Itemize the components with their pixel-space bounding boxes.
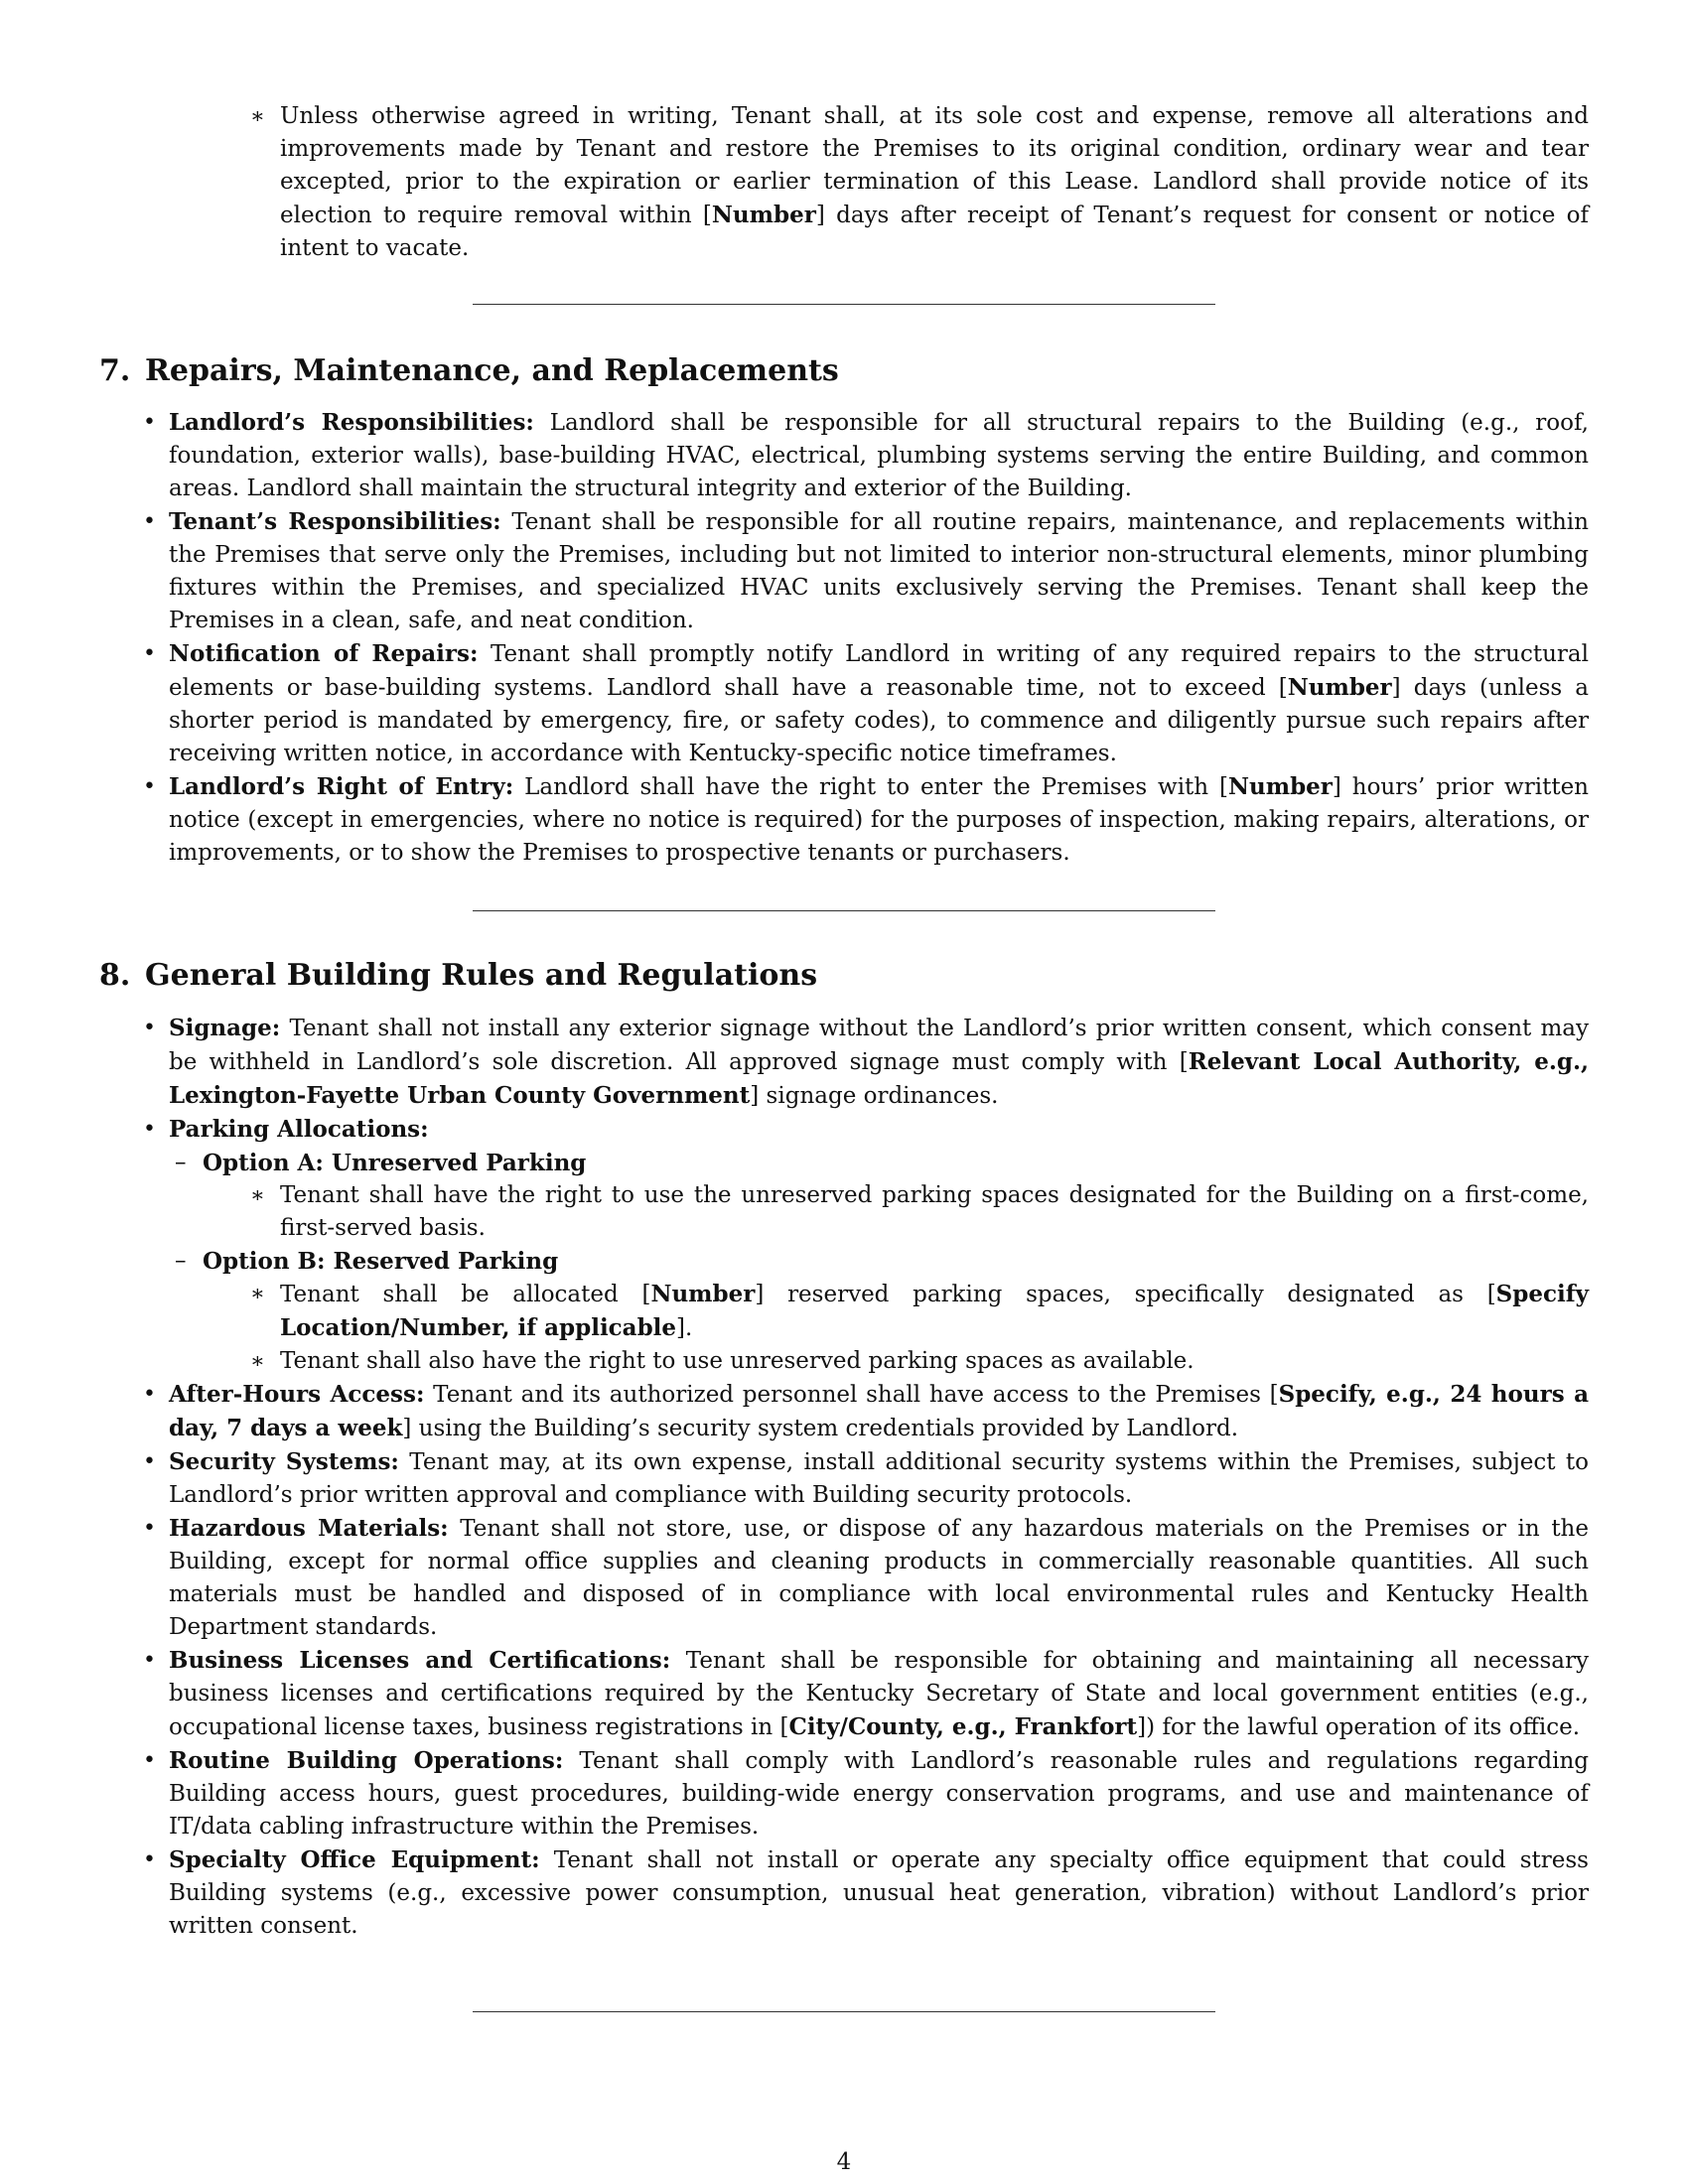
bullet-icon: • [143,1748,156,1773]
parking-option-b-item: ∗ Tenant shall be allocated [Number] reserved parking spaces, specifically designated as [Specify Location/Number, if applicable]. [280,1278,1589,1345]
item-label: Specialty Office Equipment: [169,1846,540,1873]
item-label: Parking Allocations: [169,1116,429,1143]
dash-bullet-icon: – [175,1248,187,1274]
item-label: Hazardous Materials: [169,1515,449,1542]
section-divider [473,910,1215,911]
asterisk-bullet-icon: ∗ [250,1282,265,1306]
placeholder-access-hours: Specify, e.g., 24 hours a day, 7 days a week [169,1381,1589,1441]
list-item: • Specialty Office Equipment: Tenant shall not install or operate any specialty office equipment that could stress Building systems (e.g., excessive power consumption, unusual heat generation, vibration) without Landlord’s prior written consent. [169,1843,1589,1943]
dash-bullet-icon: – [175,1150,187,1175]
list-item: • After-Hours Access: Tenant and its authorized personnel shall have access to the Premises [Specify, e.g., 24 hours a day, 7 days a week] using the Building’s security system credentials provided by Landlord. [169,1378,1589,1445]
item-label: Signage: [169,1015,281,1041]
item-label: Business Licenses and Certifications: [169,1647,671,1674]
placeholder-number: Number [1287,674,1392,701]
bullet-icon: • [143,1648,156,1673]
placeholder-number: Number [1227,773,1333,800]
section-divider [473,2011,1215,2012]
placeholder-location: Specify Location/Number, if applicable [280,1281,1589,1341]
removal-of-alterations-item [250,100,1589,265]
asterisk-bullet-icon: ∗ [250,104,265,129]
section-8-heading [99,956,817,996]
bullet-icon: • [143,1117,156,1142]
section-number: 7. [99,353,131,388]
parking-option-b-item: ∗ Tenant shall also have the right to use unreserved parking spaces as available. [280,1345,1589,1378]
placeholder-number: Number [711,202,816,228]
item-label: Routine Building Operations: [169,1747,564,1774]
removal-of-alterations-text: Unless otherwise agreed in writing, Tenant shall, at its sole cost and expense, remove all alterations and improvements made by Tenant and restore the Premises to its original condition, ordinary wear and tear excepted, prior to the expiration or earlier termination of this Lease. Landlord shall provide notice of its election to require removal within [Number] days after receipt of Tenant’s request for consent or notice of intent to vacate. [280,103,1589,261]
asterisk-bullet-icon: ∗ [250,1349,265,1374]
section-7-heading [99,351,839,391]
list-item: • Business Licenses and Certifications: Tenant shall be responsible for obtaining and maintaining all necessary business licenses and certifications required by the Kentucky Secretary of State and local government entities (e.g., occupational license taxes, business registrations in [City/County, e.g., Frankfort]) for the lawful operation of its office. [169,1644,1589,1744]
section-title-text: Repairs, Maintenance, and Replacements [145,353,839,388]
bullet-icon: • [143,410,156,435]
parking-option-b-heading: – Option B: Reserved Parking [203,1245,1589,1278]
list-item: • Tenant’s Responsibilities: Tenant shall be responsible for all routine repairs, maintenance, and replacements within the Premises that serve only the Premises, including but not limited to interior non-structural elements, minor plumbing fixtures within the Premises, and specialized HVAC units exclusively serving the Premises. Tenant shall keep the Premises in a clean, safe, and neat condition. [169,505,1589,637]
section-title-text: General Building Rules and Regulations [145,958,818,993]
list-item: • Routine Building Operations: Tenant shall comply with Landlord’s reasonable rules and regulations regarding Building access hours, guest procedures, building-wide energy conservation programs, and use and maintenance of IT/data cabling infrastructure within the Premises. [169,1744,1589,1843]
list-item: • Signage: Tenant shall not install any exterior signage without the Landlord’s prior written consent, which consent may be withheld in Landlord’s sole discretion. All approved signage must comply with [Relevant Local Authority, e.g., Lexington-Fayette Urban County Government] signage ordinances. [169,1012,1589,1113]
item-label: Notification of Repairs: [169,640,479,667]
section-7-list [143,406,1589,870]
placeholder-number: Number [650,1281,756,1307]
list-item-parking [143,1113,1589,1378]
bullet-icon: • [143,509,156,534]
bullet-icon: • [143,1016,156,1040]
parking-option-a-item: ∗ Tenant shall have the right to use the unreserved parking spaces designated for the Building on a first-come, first-served basis. [280,1179,1589,1245]
placeholder-local-authority: Relevant Local Authority, e.g., Lexington-Fayette Urban County Government [169,1048,1589,1109]
list-item: • Hazardous Materials: Tenant shall not store, use, or dispose of any hazardous materials on the Premises or in the Building, except for normal office supplies and cleaning products in commercially reasonable quantities. All such materials must be handled and disposed of in compliance with local environmental rules and Kentucky Health Department standards. [169,1512,1589,1644]
item-label: Security Systems: [169,1448,399,1475]
item-label: Landlord’s Right of Entry: [169,773,514,800]
section-divider [473,304,1215,305]
placeholder-city-county: City/County, e.g., Frankfort [788,1713,1138,1740]
bullet-icon: • [143,1449,156,1474]
asterisk-bullet-icon: ∗ [250,1183,265,1208]
list-item: • Security Systems: Tenant may, at its own expense, install additional security systems within the Premises, subject to Landlord’s prior written approval and compliance with Building security protocols. [169,1445,1589,1512]
section-number: 8. [99,958,131,993]
item-label: Tenant’s Responsibilities: [169,508,501,535]
bullet-icon: • [143,1516,156,1541]
parking-option-a-heading: – Option A: Unreserved Parking [203,1147,1589,1179]
list-item: • Landlord’s Right of Entry: Landlord shall have the right to enter the Premises with [Number] hours’ prior written notice (except in emergencies, where no notice is required) for the purposes of inspection, making repairs, alterations, or improvements, or to show the Premises to prospective tenants or purchasers. [169,770,1589,870]
section-8-list [143,1012,1590,1943]
bullet-icon: • [143,774,156,799]
list-item: • Landlord’s Responsibilities: Landlord shall be responsible for all structural repairs to the Building (e.g., roof, foundation, exterior walls), base-building HVAC, electrical, plumbing systems serving the entire Building, and common areas. Landlord shall maintain the structural integrity and exterior of the Building. [169,406,1589,505]
page-number: 4 [836,2149,852,2175]
item-label: Landlord’s Responsibilities: [169,409,534,436]
item-label: After-Hours Access: [169,1381,425,1408]
bullet-icon: • [143,641,156,666]
list-item: • Notification of Repairs: Tenant shall promptly notify Landlord in writing of any required repairs to the structural elements or base-building systems. Landlord shall have a reasonable time, not to exceed [Number] days (unless a shorter period is mandated by emergency, fire, or safety codes), to commence and diligently pursue such repairs after receiving written notice, in accordance with Kentucky-specific notice timeframes. [169,637,1589,770]
bullet-icon: • [143,1847,156,1872]
bullet-icon: • [143,1382,156,1407]
